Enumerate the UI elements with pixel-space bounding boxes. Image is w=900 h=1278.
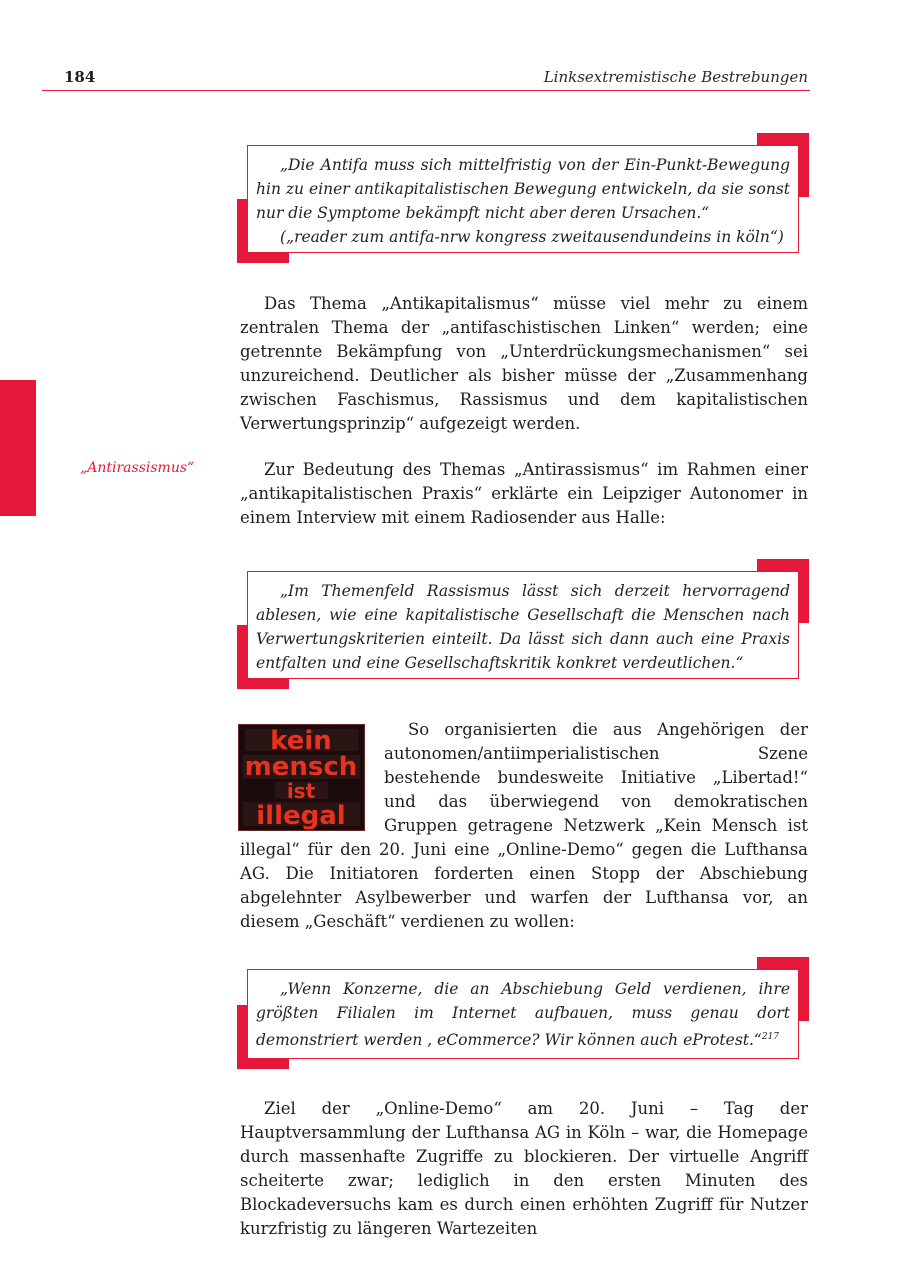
quote-frame: [247, 145, 799, 253]
side-marker-bar: [0, 380, 36, 516]
body-paragraph-2: Zur Bedeutung des Themas „Antirassismus“ im Rahmen einer „antikapitalistischen Praxis“ erklärte ein Leipziger Autonomer in einem Interview mit einem Radiosender aus Halle:: [240, 460, 808, 527]
body-paragraph-3-text: So organisierten die aus Angehörigen der autonomen/antiimperialistischen Szene bestehende bundesweite Initiative „Libertad!“ und das überwiegend von demokratischen Gruppen getragene Netzwerk „Kein Mensch ist illegal“ für den 20. Juni eine „Online-Demo“ gegen die Lufthansa AG. Die Initiatoren forderten einen Stopp der Abschiebung abgelehnter Asylbewerber und warfen der Lufthansa vor, an diesem „Geschäft“ verdienen zu wollen:: [240, 720, 808, 931]
logo-word-kein: kein: [270, 726, 332, 756]
quote-text-body: „Wenn Konzerne, die an Abschiebung Geld verdienen, ihre größten Filialen im Internet aufbauen, muss genau dort demonstriert werden , eCommerce? Wir können auch eProtest.“: [256, 980, 790, 1050]
quote-box-2: [237, 559, 809, 689]
quote-frame: [247, 571, 799, 679]
body-paragraph-4: Ziel der „Online-Demo“ am 20. Juni – Tag der Hauptversammlung der Lufthansa AG in Köln – war, die Homepage durch massenhafte Zugriffe zu blockieren. Der virtuelle Angriff scheiterte zwar; lediglich in den ersten Minuten des Blockadeversuchs kam es durch einen erhöhten Zugriff für Nutzer kurzfristig zu längeren Wartezeiten: [240, 1099, 808, 1238]
quote-text: „Im Themenfeld Rassismus lässt sich derzeit hervorragend ablesen, wie eine kapitalistische Gesellschaft die Menschen nach Verwertungskriterien einteilt. Da lässt sich dann auch eine Praxis entfalten und eine Gesellschaftskritik konkret verdeutlichen.“: [256, 582, 790, 672]
quote-box-3: [237, 957, 809, 1069]
logo-word-mensch: mensch: [244, 752, 358, 782]
quote-frame: [247, 969, 799, 1059]
header-rule: [42, 90, 810, 91]
quote-box-1: [237, 133, 809, 263]
running-title: Linksextremistische Bestrebungen: [543, 68, 808, 86]
quote-text: „Die Antifa muss sich mittelfristig von der Ein-Punkt-Bewegung hin zu einer antikapitalistischen Bewegung entwickeln, da sie sonst nur die Symptome bekämpft nicht aber deren Ursachen.“: [256, 156, 790, 222]
margin-note: „Antirassismus“: [80, 460, 195, 476]
body-paragraph-1: Das Thema „Antikapitalismus“ müsse viel mehr zu einem zentralen Thema der „antifaschistischen Linken“ werden; eine getrennte Bekämpfung von „Unterdrückungsmechanismen“ sei unzureichend. Deutlicher als bisher müsse der „Zusammenhang zwischen Faschismus, Rassismus und dem kapitalistischen Verwertungsprinzip“ aufgezeigt werden.: [240, 294, 808, 433]
logo-float-spacer: [240, 718, 384, 838]
body-paragraph-3: [240, 718, 808, 934]
quote-source: („reader zum antifa-nrw kongress zweitausendundeins in köln“): [280, 228, 784, 246]
quote-text: [256, 977, 790, 1052]
footnote-marker: 217: [761, 1032, 780, 1042]
logo-word-ist: ist: [286, 779, 316, 803]
page-number: 184: [64, 68, 96, 86]
logo-word-illegal: illegal: [256, 801, 346, 830]
